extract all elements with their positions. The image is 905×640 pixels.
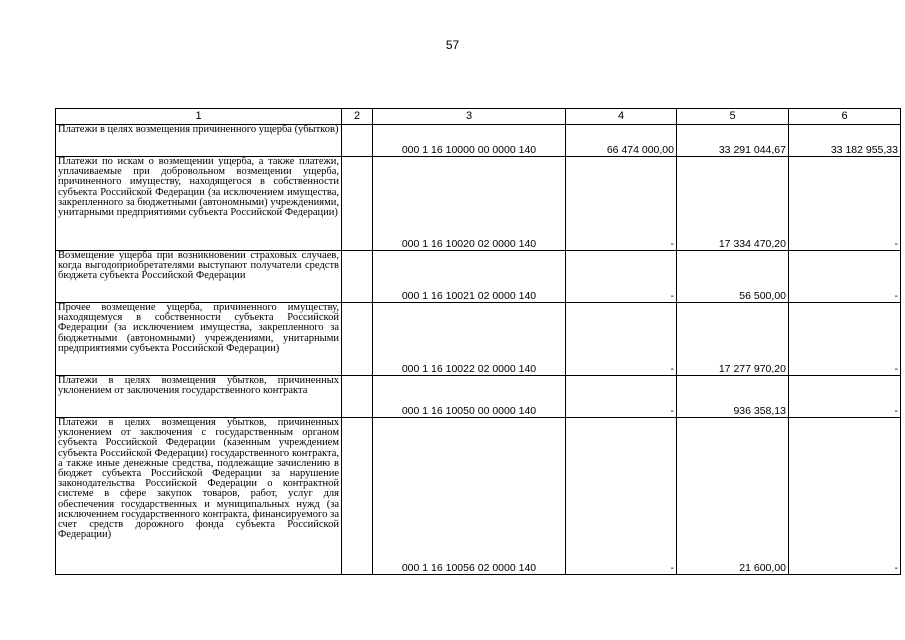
row-col2	[342, 418, 373, 575]
header-col-4: 4	[566, 109, 677, 125]
row-value-6: -	[789, 251, 901, 303]
row-value-6: -	[789, 418, 901, 575]
header-col-2: 2	[342, 109, 373, 125]
row-name: Платежи в целях возмещения убытков, причиненных уклонением от заключения государственного контракта	[56, 376, 342, 418]
table-row	[56, 125, 901, 157]
row-col2	[342, 251, 373, 303]
header-col-5: 5	[677, 109, 789, 125]
row-col2	[342, 157, 373, 251]
row-code: 000 1 16 10000 00 0000 140	[373, 125, 566, 157]
row-value-5: 936 358,13	[677, 376, 789, 418]
row-name: Платежи в целях возмещения причиненного ущерба (убытков)	[56, 125, 342, 157]
row-name: Платежи в целях возмещения убытков, причиненных уклонением от заключения с государственным органом субъекта Российской Федерации (казенным учреждением субъекта Российской Федерации) государственного контракта, а также иные денежные средства, подлежащие зачислению в бюджет субъекта Российской Федерации за нарушение законодательства Российской Федерации о контрактной системе в сфере закупок товаров, работ, услуг для обеспечения государственных и муниципальных нужд (за исключением государственного контракта, финансируемого за счет средств дорожного фонда субъекта Российской Федерации)	[56, 418, 342, 575]
header-col-6: 6	[789, 109, 901, 125]
row-code: 000 1 16 10020 02 0000 140	[373, 157, 566, 251]
row-value-6: -	[789, 157, 901, 251]
table-row	[56, 418, 901, 575]
table-row	[56, 251, 901, 303]
row-value-4: -	[566, 376, 677, 418]
revenue-table	[55, 108, 901, 575]
table-row	[56, 376, 901, 418]
row-value-4: -	[566, 251, 677, 303]
row-code: 000 1 16 10050 00 0000 140	[373, 376, 566, 418]
row-code: 000 1 16 10021 02 0000 140	[373, 251, 566, 303]
row-name: Возмещение ущерба при возникновении страховых случаев, когда выгодоприобретателями выступают получатели средств бюджета субъекта Российской Федерации	[56, 251, 342, 303]
table-row	[56, 157, 901, 251]
row-col2	[342, 303, 373, 376]
row-value-5: 33 291 044,67	[677, 125, 789, 157]
row-col2	[342, 376, 373, 418]
row-value-4: -	[566, 303, 677, 376]
row-value-5: 17 334 470,20	[677, 157, 789, 251]
row-value-4: -	[566, 157, 677, 251]
row-value-6: -	[789, 376, 901, 418]
row-value-6: 33 182 955,33	[789, 125, 901, 157]
page-number: 57	[445, 38, 460, 52]
row-col2	[342, 125, 373, 157]
row-value-5: 17 277 970,20	[677, 303, 789, 376]
table-row	[56, 303, 901, 376]
row-name: Платежи по искам о возмещении ущерба, а также платежи, уплачиваемые при добровольном возмещении ущерба, причиненного имуществу, находящегося в собственности субъекта Российской Федерации (за исключением имущества, закрепленного за бюджетными (автономными) учреждениями, унитарными предприятиями субъекта Российской Федерации)	[56, 157, 342, 251]
row-value-5: 21 600,00	[677, 418, 789, 575]
row-code: 000 1 16 10022 02 0000 140	[373, 303, 566, 376]
row-value-6: -	[789, 303, 901, 376]
row-value-5: 56 500,00	[677, 251, 789, 303]
row-value-4: 66 474 000,00	[566, 125, 677, 157]
header-col-1: 1	[56, 109, 342, 125]
row-value-4: -	[566, 418, 677, 575]
header-row	[56, 109, 901, 125]
row-code: 000 1 16 10056 02 0000 140	[373, 418, 566, 575]
header-col-3: 3	[373, 109, 566, 125]
row-name: Прочее возмещение ущерба, причиненного имуществу, находящемуся в собственности субъекта Российской Федерации (за исключением имущества, закрепленного за бюджетными (автономными) учреждениями, унитарными предприятиями субъекта Российской Федерации)	[56, 303, 342, 376]
